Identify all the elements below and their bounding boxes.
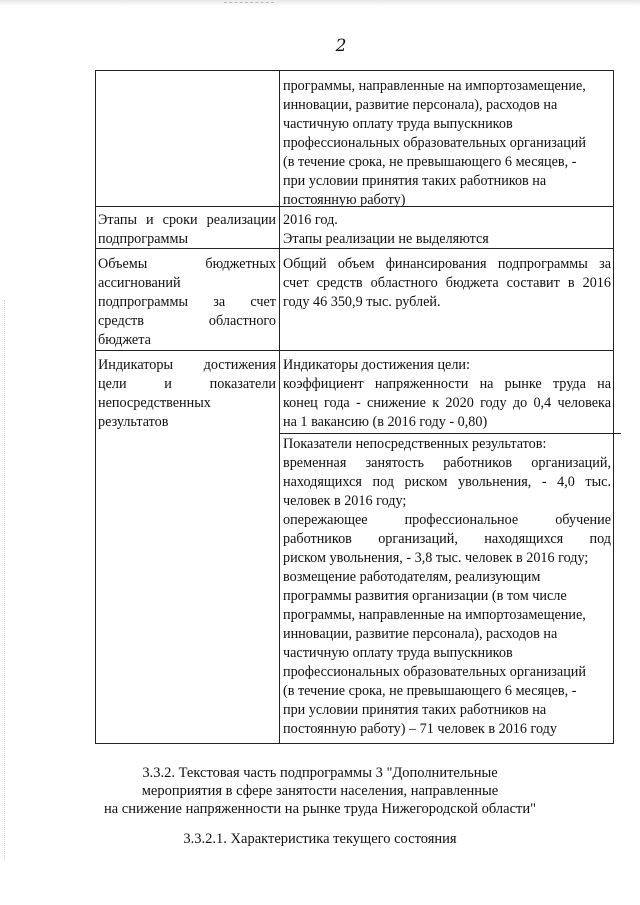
text-line: (в течение срока, не превышающего 6 месяцев, -: [283, 154, 577, 170]
text-line: результатов: [98, 414, 169, 430]
row3-results-cell: [280, 435, 614, 739]
text-line: непосредственных: [98, 395, 211, 411]
row-divider: [96, 248, 613, 249]
row3-left-cell: [96, 356, 279, 432]
text-line: инновации, развитие персонала), расходов на: [283, 97, 558, 113]
text-line: Общий объем финансирования подпрограммы за: [283, 256, 611, 272]
text-line: возмещение работодателям, реализующим: [283, 569, 541, 585]
row-divider: [96, 350, 613, 351]
heading-line: мероприятия в сфере занятости населения, направленные: [141, 783, 499, 799]
heading-line: 3.3.2. Текстовая часть подпрограммы 3 "Дополнительные: [142, 765, 498, 781]
text-line: конец года - снижение к 2020 году до 0,4 человека: [283, 395, 611, 411]
passport-table: [95, 70, 614, 744]
text-line: программы, направленные на импортозамещение,: [283, 607, 586, 623]
text-line: году 46 350,9 тыс. рублей.: [283, 294, 441, 310]
text-line: (в течение срока, не превышающего 6 месяцев, -: [283, 683, 577, 699]
text-line: профессиональных образовательных организаций: [283, 135, 586, 151]
row-divider: [96, 206, 613, 207]
text-line: постоянную работу): [283, 192, 406, 208]
text-line: ассигнований: [98, 275, 181, 291]
row3-indicators-cell: [280, 356, 614, 432]
text-line: человек в 2016 году;: [283, 493, 407, 509]
text-line: цели и показатели: [98, 376, 276, 392]
text-line: работников организаций, находящихся под: [283, 531, 611, 547]
subrow-divider: [279, 433, 621, 434]
text-line: Индикаторы достижения цели:: [283, 357, 470, 373]
text-line: бюджета: [98, 332, 151, 348]
text-line: инновации, развитие персонала), расходов на: [283, 626, 558, 642]
scan-artifact-mark: [224, 2, 274, 5]
text-line: средств областного: [98, 313, 276, 329]
text-line: частичную оплату труда выпускников: [283, 645, 513, 661]
text-line: профессиональных образовательных организаций: [283, 664, 586, 680]
text-line: Объемы бюджетных: [98, 256, 276, 272]
text-line: программы развития организации (в том числе: [283, 588, 567, 604]
text-line: программы, направленные на импортозамещение,: [283, 78, 586, 94]
text-line: подпрограммы за счет: [98, 294, 276, 310]
text-line: Индикаторы достижения: [98, 357, 276, 373]
text-line: риском увольнения, - 3,8 тыс. человек в 2016 году;: [283, 550, 589, 566]
row1-left-cell: [96, 211, 279, 249]
text-line: при условии принятия таких работников на: [283, 173, 547, 189]
text-line: счет средств областного бюджета составит в 2016: [283, 275, 611, 291]
row0-right-cell: [280, 77, 614, 210]
row2-right-cell: [280, 255, 614, 312]
subsection-heading: 3.3.2.1. Характеристика текущего состояния: [183, 831, 457, 847]
text-line: Этапы реализации не выделяются: [283, 231, 489, 247]
text-line: подпрограммы: [98, 231, 188, 247]
text-line: при условии принятия таких работников на: [283, 702, 547, 718]
row2-left-cell: [96, 255, 279, 350]
text-line: частичную оплату труда выпускников: [283, 116, 513, 132]
text-line: опережающее профессиональное обучение: [283, 512, 611, 528]
scan-artifact-top: [0, 0, 640, 6]
row1-right-cell: [280, 211, 614, 249]
text-line: временная занятость работников организаций,: [283, 455, 611, 471]
section-heading: [0, 764, 640, 818]
page-number: 2: [335, 36, 347, 56]
text-line: коэффициент напряженности на рынке труда на: [283, 376, 611, 392]
text-line: Показатели непосредственных результатов:: [283, 436, 547, 452]
text-line: постоянную работу) – 71 человек в 2016 году: [283, 721, 557, 737]
text-line: находящихся под риском увольнения, - 4,0 тыс.: [283, 474, 611, 490]
text-line: Этапы и сроки реализации: [98, 212, 276, 228]
text-line: 2016 год.: [283, 212, 338, 228]
text-line: на 1 вакансию (в 2016 году - 0,80): [283, 414, 488, 430]
heading-line: на снижение напряженности на рынке труда Нижегородской области": [103, 801, 537, 817]
